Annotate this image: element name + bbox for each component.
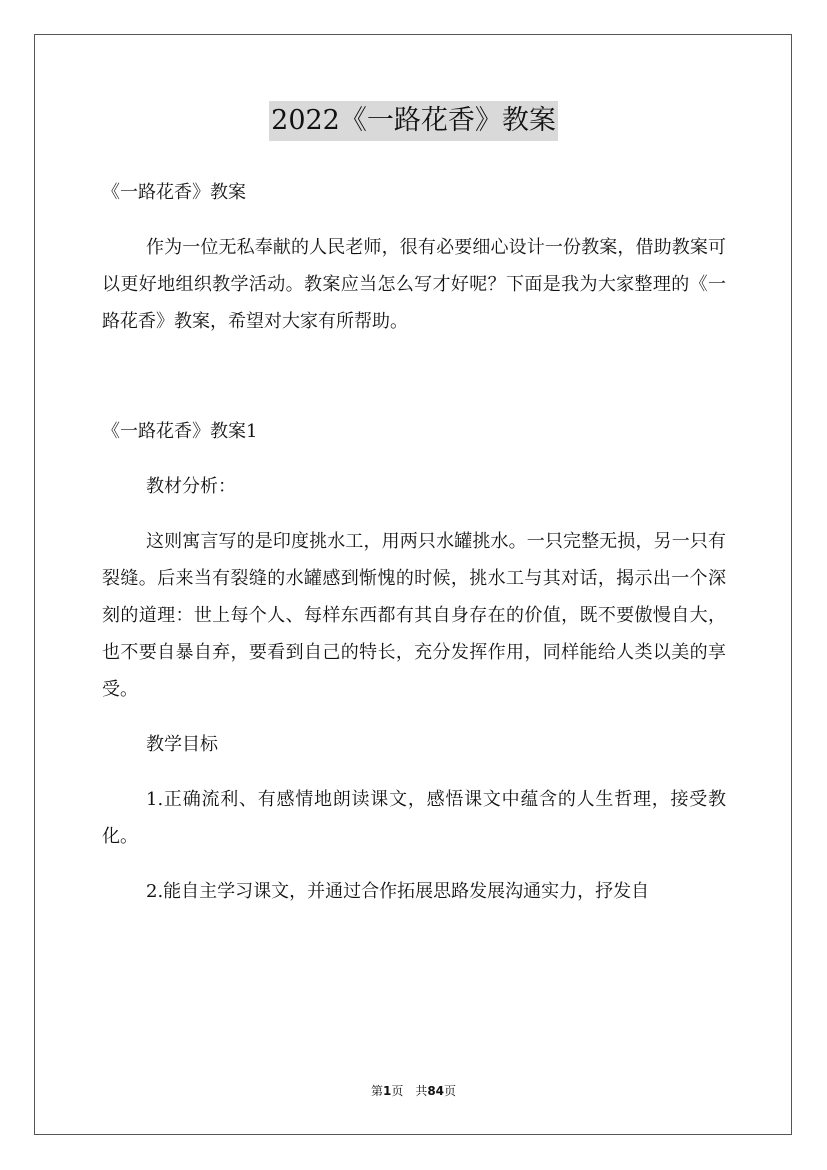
spacer xyxy=(102,358,726,413)
subtitle: 《一路花香》教案 xyxy=(102,182,246,203)
page-footer xyxy=(0,1082,827,1099)
footer-prefix: 第 xyxy=(370,1084,383,1098)
document-title xyxy=(0,101,827,141)
page-number: 1 xyxy=(382,1084,392,1098)
goals-label: 教学目标 xyxy=(146,734,218,755)
section-title: 《一路花香》教案1 xyxy=(102,421,258,442)
analysis-paragraph: 这则寓言写的是印度挑水工，用两只水罐挑水。一只完整无损，另一只有裂缝。后来当有裂缝的水罐感到惭愧的时候，挑水工与其对话，揭示出一个深刻的道理：世上每个人、每样东西都有其自身存在的价值，既不要傲慢自大，也不要自暴自弃，要看到自己的特长，充分发挥作用，同样能给人类以美的享受。 xyxy=(102,531,726,700)
footer-suffix: 页 xyxy=(444,1084,457,1098)
title-text: 2022《一路花香》教案 xyxy=(269,101,558,141)
intro-paragraph: 作为一位无私奉献的人民老师，很有必要细心设计一份教案，借助教案可以更好地组织教学活动。教案应当怎么写才好呢？下面是我为大家整理的《一路花香》教案，希望对大家有所帮助。 xyxy=(102,237,726,332)
goal-item-1: 1.正确流利、有感情地朗读课文，感悟课文中蕴含的人生哲理，接受教化。 xyxy=(102,789,726,847)
analysis-label: 教材分析： xyxy=(146,476,236,497)
footer-mid: 页 共 xyxy=(391,1084,428,1098)
page-total: 84 xyxy=(427,1084,445,1098)
goal-item-2: 2.能自主学习课文，并通过合作拓展思路发展沟通实力，抒发自 xyxy=(146,881,650,902)
document-body xyxy=(102,174,726,928)
